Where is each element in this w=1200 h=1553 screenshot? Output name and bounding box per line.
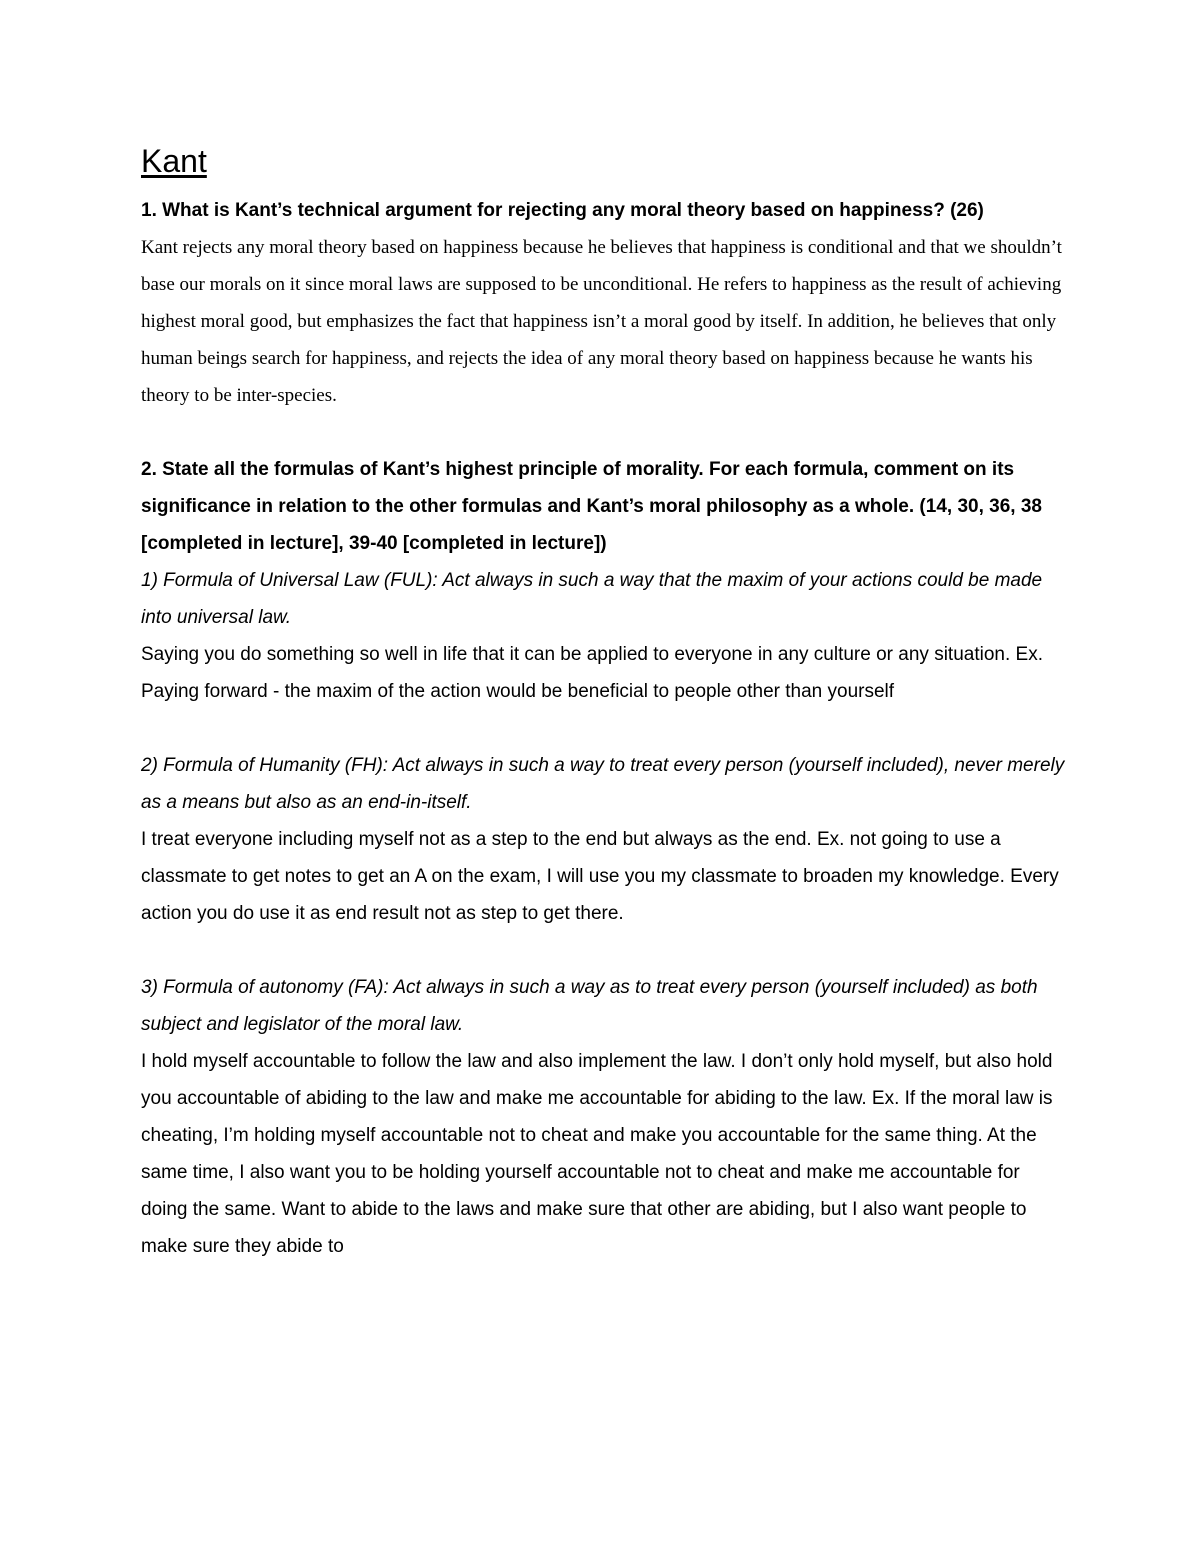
formula-fa: 3) Formula of autonomy (FA): Act always in such a way as to treat every person (yourself included) as both subject and legislator of the moral law. <box>141 977 1038 1035</box>
page-title: Kant <box>141 143 207 179</box>
document-page <box>141 140 1066 1265</box>
formula-ful-comment: Saying you do something so well in life that it can be applied to everyone in any culture or any situation. Ex. Paying forward - the maxim of the action would be beneficial to people other than yourself <box>141 644 1043 702</box>
formula-ful: 1) Formula of Universal Law (FUL): Act always in such a way that the maxim of your actions could be made into universal law. <box>141 570 1043 628</box>
spacer <box>141 710 1066 747</box>
formula-fa-comment: I hold myself accountable to follow the law and also implement the law. I don’t only hold myself, but also hold you accountable of abiding to the law and make me accountable for abiding to the law. Ex. If the moral law is cheating, I’m holding myself accountable not to cheat and make you accountable for the same thing. At the same time, I also want you to be holding yourself accountable not to cheat and make me accountable for doing the same. Want to abide to the laws and make sure that other are abiding, but I also want people to make sure they abide to <box>141 1051 1053 1257</box>
question-2: 2. State all the formulas of Kant’s highest principle of morality. For each formula, comment on its significance in relation to the other formulas and Kant’s moral philosophy as a whole. (14, 30, 36, 38 [completed in lecture], 39-40 [completed in lecture]) <box>141 459 1042 554</box>
spacer <box>141 932 1066 969</box>
spacer <box>141 414 1066 451</box>
question-1: 1. What is Kant’s technical argument for rejecting any moral theory based on happiness? (26) <box>141 200 984 221</box>
formula-fh: 2) Formula of Humanity (FH): Act always in such a way to treat every person (yourself included), never merely as a means but also as an end-in-itself. <box>141 755 1065 813</box>
answer-1: Kant rejects any moral theory based on happiness because he believes that happiness is conditional and that we shouldn’t base our morals on it since moral laws are supposed to be unconditional. He refers to happiness as the result of achieving highest moral good, but emphasizes the fact that happiness isn’t a moral good by itself. In addition, he believes that only human beings search for happiness, and rejects the idea of any moral theory based on happiness because he wants his theory to be inter-species. <box>141 237 1062 406</box>
formula-fh-comment: I treat everyone including myself not as a step to the end but always as the end. Ex. not going to use a classmate to get notes to get an A on the exam, I will use you my classmate to broaden my knowledge. Every action you do use it as end result not as step to get there. <box>141 829 1059 924</box>
